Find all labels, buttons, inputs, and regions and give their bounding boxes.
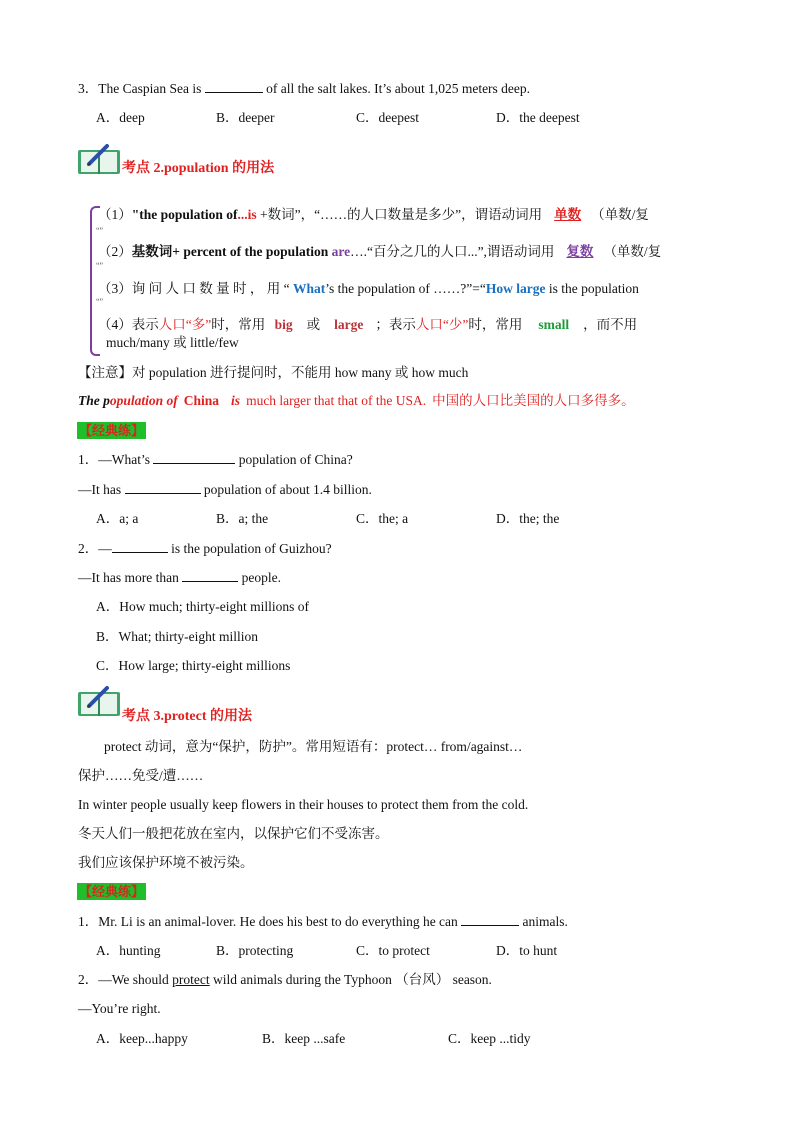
practice-tag: 【经典练】 bbox=[79, 423, 145, 438]
practice-q2-line1: 2．—We should protect wild animals during the Typhoon （台风） season. bbox=[78, 972, 492, 987]
option-c: C．deepest bbox=[356, 110, 419, 125]
option-b: B．protecting bbox=[216, 943, 294, 958]
option-b: B．keep ...safe bbox=[262, 1031, 346, 1046]
population-rule-2: （2）基数词+ percent of the population are….“百分之几的人口...”,谓语动词用 复数 （单数/复 bbox=[98, 244, 662, 259]
footnote-mark: “” bbox=[96, 226, 104, 235]
question-3-stem: 3．The Caspian Sea is of all the salt lakes. It’s about 1,025 meters deep. bbox=[78, 81, 531, 96]
population-rule-4: （4）表示人口“多”时，常用 big 或 large ；表示人口“少”时，常用 small ，而不用 bbox=[98, 317, 638, 332]
option-a: A．deep bbox=[96, 110, 145, 125]
answer-blank bbox=[153, 451, 235, 464]
practice-q2-line1: 2．— is the population of Guizhou? bbox=[78, 541, 332, 556]
answer-blank bbox=[182, 569, 238, 582]
population-rule-3: （3）询 问 人 口 数 量 时 ， 用 “ What’s the population of ……?”=“How large is the population bbox=[98, 281, 639, 296]
book-pencil-icon bbox=[77, 686, 121, 718]
section-3-title: 考点 3.protect 的用法 bbox=[122, 709, 252, 724]
practice-q1-line2: —It has population of about 1.4 billion. bbox=[78, 482, 372, 497]
option-a: A．a; a bbox=[96, 511, 139, 526]
practice-q1-line1: 1．—What’s population of China? bbox=[78, 452, 353, 467]
option-c: C．the; a bbox=[356, 511, 409, 526]
example-sentence: The population of China is much larger that that of the USA. 中国的人口比美国的人口多得多。 bbox=[78, 393, 635, 408]
option-d: D．to hunt bbox=[496, 943, 558, 958]
section-2-title: 考点 2.population 的用法 bbox=[122, 161, 275, 176]
book-pencil-icon bbox=[77, 144, 121, 176]
option-c: C．to protect bbox=[356, 943, 430, 958]
protect-description: protect 动词，意为“保护，防护”。常用短语有：protect… from/against… bbox=[104, 739, 523, 754]
footnote-mark: “” bbox=[96, 261, 104, 270]
protect-example-2-cn: 我们应该保护环境不被污染。 bbox=[78, 855, 254, 870]
note-text: 【注意】对 population 进行提问时，不能用 how many 或 how much bbox=[78, 365, 469, 380]
population-rule-4-line2: much/many 或 little/few bbox=[106, 335, 239, 350]
population-rule-1: （1）"the population of...is +数词”，“……的人口数量是多少”，谓语动词用 单数 （单数/复 bbox=[98, 207, 649, 222]
protect-description-2: 保护……免受/遭…… bbox=[78, 768, 204, 783]
option-d: D．the deepest bbox=[496, 110, 580, 125]
answer-blank bbox=[112, 540, 168, 553]
option-c: C．keep ...tidy bbox=[448, 1031, 531, 1046]
option-a: A．hunting bbox=[96, 943, 161, 958]
practice-q2-line2: —It has more than people. bbox=[78, 570, 281, 585]
answer-blank bbox=[461, 913, 519, 926]
answer-blank bbox=[125, 481, 201, 494]
protect-example: In winter people usually keep flowers in their houses to protect them from the cold. bbox=[78, 797, 529, 812]
practice-tag: 【经典练】 bbox=[79, 884, 145, 899]
option-b: B．a; the bbox=[216, 511, 269, 526]
practice-q1-stem: 1．Mr. Li is an animal-lover. He does his best to do everything he can animals. bbox=[78, 914, 568, 929]
option-c: C．How large; thirty-eight millions bbox=[96, 658, 291, 673]
option-b: B．What; thirty-eight million bbox=[96, 629, 258, 644]
option-a: A．keep...happy bbox=[96, 1031, 188, 1046]
option-b: B．deeper bbox=[216, 110, 275, 125]
protect-example-cn: 冬天人们一般把花放在室内，以保护它们不受冻害。 bbox=[78, 826, 389, 841]
footnote-mark: “” bbox=[96, 297, 104, 306]
answer-blank bbox=[205, 80, 263, 93]
option-d: D．the; the bbox=[496, 511, 560, 526]
option-a: A．How much; thirty-eight millions of bbox=[96, 599, 309, 614]
practice-q2-line2: —You’re right. bbox=[78, 1001, 161, 1016]
